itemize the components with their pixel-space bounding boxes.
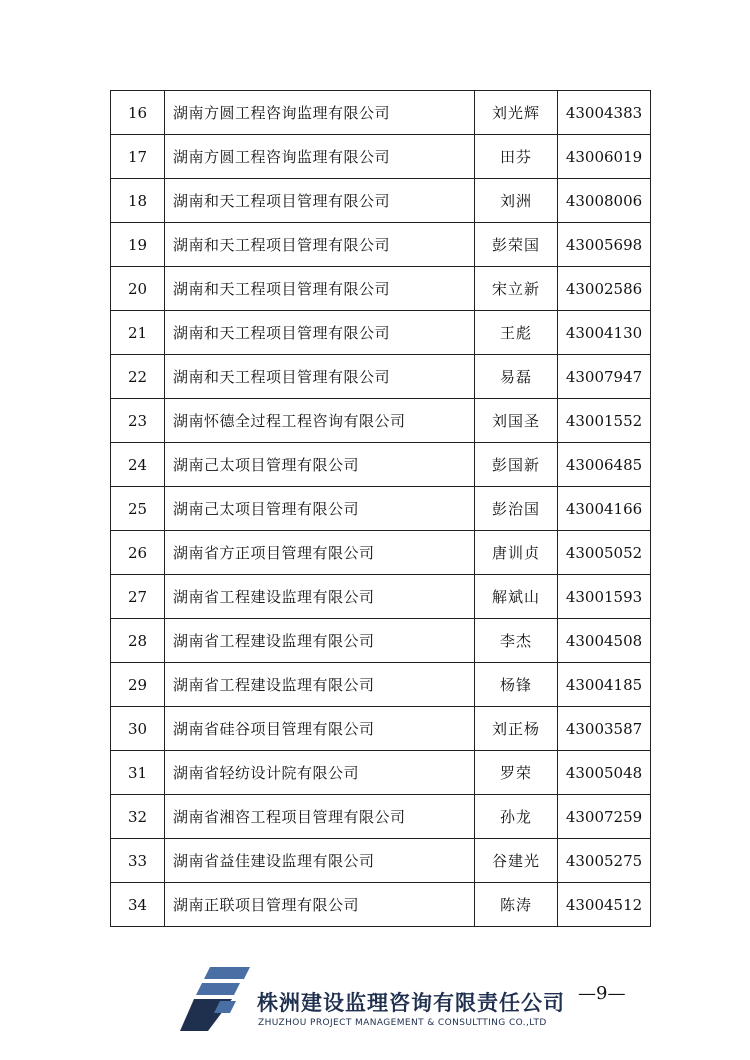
person-name-cell: 宋立新 bbox=[475, 267, 558, 311]
cert-number-cell: 43004508 bbox=[558, 619, 651, 663]
table-row bbox=[111, 575, 651, 619]
table-row bbox=[111, 751, 651, 795]
company-name-en: ZHUZHOU PROJECT MANAGEMENT & CONSULTTING CO.,LTD bbox=[258, 1018, 547, 1028]
company-cell: 湖南正联项目管理有限公司 bbox=[165, 883, 475, 927]
table-row bbox=[111, 487, 651, 531]
company-name-cn: 株洲建设监理咨询有限责任公司 bbox=[257, 991, 565, 1015]
table-row bbox=[111, 795, 651, 839]
table-row bbox=[111, 707, 651, 751]
cert-number-cell: 43005698 bbox=[558, 223, 651, 267]
person-name-cell: 刘洲 bbox=[475, 179, 558, 223]
row-number: 19 bbox=[111, 223, 165, 267]
person-name-cell: 易磊 bbox=[475, 355, 558, 399]
company-cell: 湖南省工程建设监理有限公司 bbox=[165, 663, 475, 707]
person-name-cell: 彭治国 bbox=[475, 487, 558, 531]
person-name-cell: 孙龙 bbox=[475, 795, 558, 839]
company-cell: 湖南省益佳建设监理有限公司 bbox=[165, 839, 475, 883]
page-footer bbox=[180, 967, 640, 1037]
person-name-cell: 王彪 bbox=[475, 311, 558, 355]
row-number: 20 bbox=[111, 267, 165, 311]
company-cell: 湖南和天工程项目管理有限公司 bbox=[165, 267, 475, 311]
row-number: 31 bbox=[111, 751, 165, 795]
table-row bbox=[111, 355, 651, 399]
person-name-cell: 李杰 bbox=[475, 619, 558, 663]
person-name-cell: 陈涛 bbox=[475, 883, 558, 927]
person-name-cell: 唐训贞 bbox=[475, 531, 558, 575]
row-number: 29 bbox=[111, 663, 165, 707]
company-cell: 湖南省工程建设监理有限公司 bbox=[165, 575, 475, 619]
table-row bbox=[111, 91, 651, 135]
cert-number-cell: 43005275 bbox=[558, 839, 651, 883]
row-number: 17 bbox=[111, 135, 165, 179]
person-name-cell: 罗荣 bbox=[475, 751, 558, 795]
cert-number-cell: 43007947 bbox=[558, 355, 651, 399]
person-name-cell: 解斌山 bbox=[475, 575, 558, 619]
cert-number-cell: 43004512 bbox=[558, 883, 651, 927]
row-number: 28 bbox=[111, 619, 165, 663]
page-number: —9— bbox=[578, 983, 626, 1004]
cert-number-cell: 43001552 bbox=[558, 399, 651, 443]
cert-number-cell: 43003587 bbox=[558, 707, 651, 751]
person-name-cell: 刘国圣 bbox=[475, 399, 558, 443]
company-cell: 湖南怀德全过程工程咨询有限公司 bbox=[165, 399, 475, 443]
company-cell: 湖南省硅谷项目管理有限公司 bbox=[165, 707, 475, 751]
person-name-cell: 彭荣国 bbox=[475, 223, 558, 267]
table-row bbox=[111, 179, 651, 223]
cert-number-cell: 43005052 bbox=[558, 531, 651, 575]
company-cell: 湖南和天工程项目管理有限公司 bbox=[165, 355, 475, 399]
row-number: 24 bbox=[111, 443, 165, 487]
table-row bbox=[111, 135, 651, 179]
row-number: 26 bbox=[111, 531, 165, 575]
company-cell: 湖南省方正项目管理有限公司 bbox=[165, 531, 475, 575]
person-name-cell: 彭国新 bbox=[475, 443, 558, 487]
cert-number-cell: 43006019 bbox=[558, 135, 651, 179]
person-name-cell: 刘正杨 bbox=[475, 707, 558, 751]
company-cell: 湖南省湘咨工程项目管理有限公司 bbox=[165, 795, 475, 839]
company-cell: 湖南方圆工程咨询监理有限公司 bbox=[165, 91, 475, 135]
company-cell: 湖南和天工程项目管理有限公司 bbox=[165, 311, 475, 355]
company-cell: 湖南和天工程项目管理有限公司 bbox=[165, 179, 475, 223]
row-number: 27 bbox=[111, 575, 165, 619]
table-row bbox=[111, 267, 651, 311]
cert-number-cell: 43004185 bbox=[558, 663, 651, 707]
table-row bbox=[111, 883, 651, 927]
company-cell: 湖南省工程建设监理有限公司 bbox=[165, 619, 475, 663]
company-cell: 湖南方圆工程咨询监理有限公司 bbox=[165, 135, 475, 179]
row-number: 22 bbox=[111, 355, 165, 399]
cert-number-cell: 43008006 bbox=[558, 179, 651, 223]
cert-number-cell: 43005048 bbox=[558, 751, 651, 795]
cert-number-cell: 43001593 bbox=[558, 575, 651, 619]
company-cell: 湖南省轻纺设计院有限公司 bbox=[165, 751, 475, 795]
row-number: 16 bbox=[111, 91, 165, 135]
person-name-cell: 田芬 bbox=[475, 135, 558, 179]
person-name-cell: 杨锋 bbox=[475, 663, 558, 707]
company-cell: 湖南和天工程项目管理有限公司 bbox=[165, 223, 475, 267]
row-number: 21 bbox=[111, 311, 165, 355]
table-row bbox=[111, 443, 651, 487]
table-row bbox=[111, 399, 651, 443]
row-number: 33 bbox=[111, 839, 165, 883]
company-cell: 湖南己太项目管理有限公司 bbox=[165, 443, 475, 487]
person-name-cell: 刘光辉 bbox=[475, 91, 558, 135]
table-body bbox=[111, 91, 651, 927]
engineer-list-table bbox=[110, 90, 651, 927]
cert-number-cell: 43004130 bbox=[558, 311, 651, 355]
table-row bbox=[111, 839, 651, 883]
cert-number-cell: 43007259 bbox=[558, 795, 651, 839]
row-number: 18 bbox=[111, 179, 165, 223]
table-row bbox=[111, 619, 651, 663]
cert-number-cell: 43006485 bbox=[558, 443, 651, 487]
company-logo-icon bbox=[180, 967, 252, 1031]
row-number: 30 bbox=[111, 707, 165, 751]
table-row bbox=[111, 223, 651, 267]
table-row bbox=[111, 311, 651, 355]
table-row bbox=[111, 663, 651, 707]
person-name-cell: 谷建光 bbox=[475, 839, 558, 883]
company-cell: 湖南己太项目管理有限公司 bbox=[165, 487, 475, 531]
table-row bbox=[111, 531, 651, 575]
cert-number-cell: 43004166 bbox=[558, 487, 651, 531]
cert-number-cell: 43004383 bbox=[558, 91, 651, 135]
row-number: 23 bbox=[111, 399, 165, 443]
cert-number-cell: 43002586 bbox=[558, 267, 651, 311]
row-number: 34 bbox=[111, 883, 165, 927]
row-number: 32 bbox=[111, 795, 165, 839]
row-number: 25 bbox=[111, 487, 165, 531]
